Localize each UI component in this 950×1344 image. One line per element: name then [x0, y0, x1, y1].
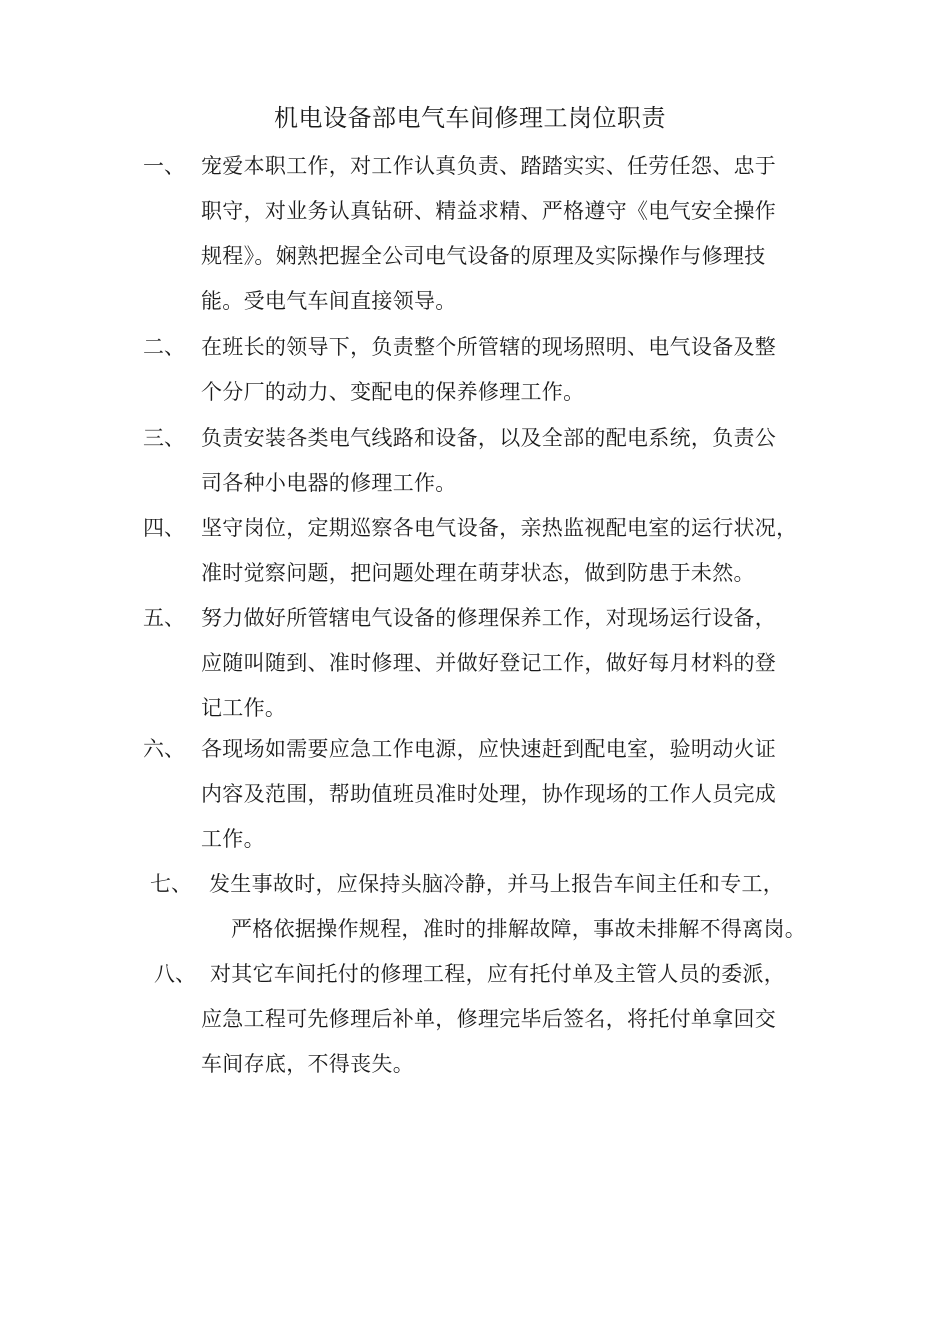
item-text-line: 内容及范围，帮助值班员准时处理，协作现场的工作人员完成	[201, 782, 777, 806]
item-number: 八、	[154, 962, 196, 986]
item-number: 五、	[143, 606, 185, 630]
item-text-line: 车间存底，不得丧失。	[201, 1052, 414, 1076]
item-text-line: 各现场如需要应急工作电源，应快速赶到配电室，验明动火证	[201, 737, 777, 761]
item-number: 二、	[143, 335, 185, 359]
item-text-line: 规程》。娴熟把握全公司电气设备的原理及实际操作与修理技	[201, 244, 766, 268]
item-text-line: 工作。	[201, 827, 265, 851]
item-text-line: 准时觉察问题，把问题处理在萌芽状态，做到防患于未然。	[201, 561, 755, 585]
item-number: 四、	[143, 516, 185, 540]
item-text-line: 司各种小电器的修理工作。	[201, 471, 457, 495]
item-number: 七、	[150, 872, 192, 896]
item-number: 三、	[143, 426, 185, 450]
item-text-line: 对其它车间托付的修理工程，应有托付单及主管人员的委派，	[210, 962, 786, 986]
item-text-line: 负责安装各类电气线路和设备，以及全部的配电系统，负责公	[201, 426, 777, 450]
item-text-line: 个分厂的动力、变配电的保养修理工作。	[201, 380, 585, 404]
item-text-line: 应随叫随到、准时修理、并做好登记工作，做好每月材料的登	[201, 651, 777, 675]
item-text-line: 严格依据操作规程，准时的排解故障，事故未排解不得离岗。	[231, 917, 807, 941]
item-text-line: 能。受电气车间直接领导。	[201, 289, 457, 313]
item-text-line: 宠爱本职工作，对工作认真负责、踏踏实实、任劳任怨、忠于	[201, 154, 777, 178]
item-text-line: 在班长的领导下，负责整个所管辖的现场照明、电气设备及整	[201, 335, 777, 359]
document-title: 机电设备部电气车间修理工岗位职责	[274, 104, 666, 132]
item-text-line: 应急工程可先修理后补单，修理完毕后签名，将托付单拿回交	[201, 1007, 777, 1031]
item-text-line: 记工作。	[201, 696, 287, 720]
item-text-line: 努力做好所管辖电气设备的修理保养工作，对现场运行设备，	[201, 606, 777, 630]
item-number: 一、	[143, 154, 185, 178]
item-text-line: 发生事故时，应保持头脑冷静，并马上报告车间主任和专工，	[209, 872, 785, 896]
item-text-line: 职守，对业务认真钻研、精益求精、严格遵守《电气安全操作	[201, 199, 777, 223]
item-text-line: 坚守岗位，定期巡察各电气设备，亲热监视配电室的运行状况，	[201, 516, 798, 540]
item-number: 六、	[143, 737, 185, 761]
